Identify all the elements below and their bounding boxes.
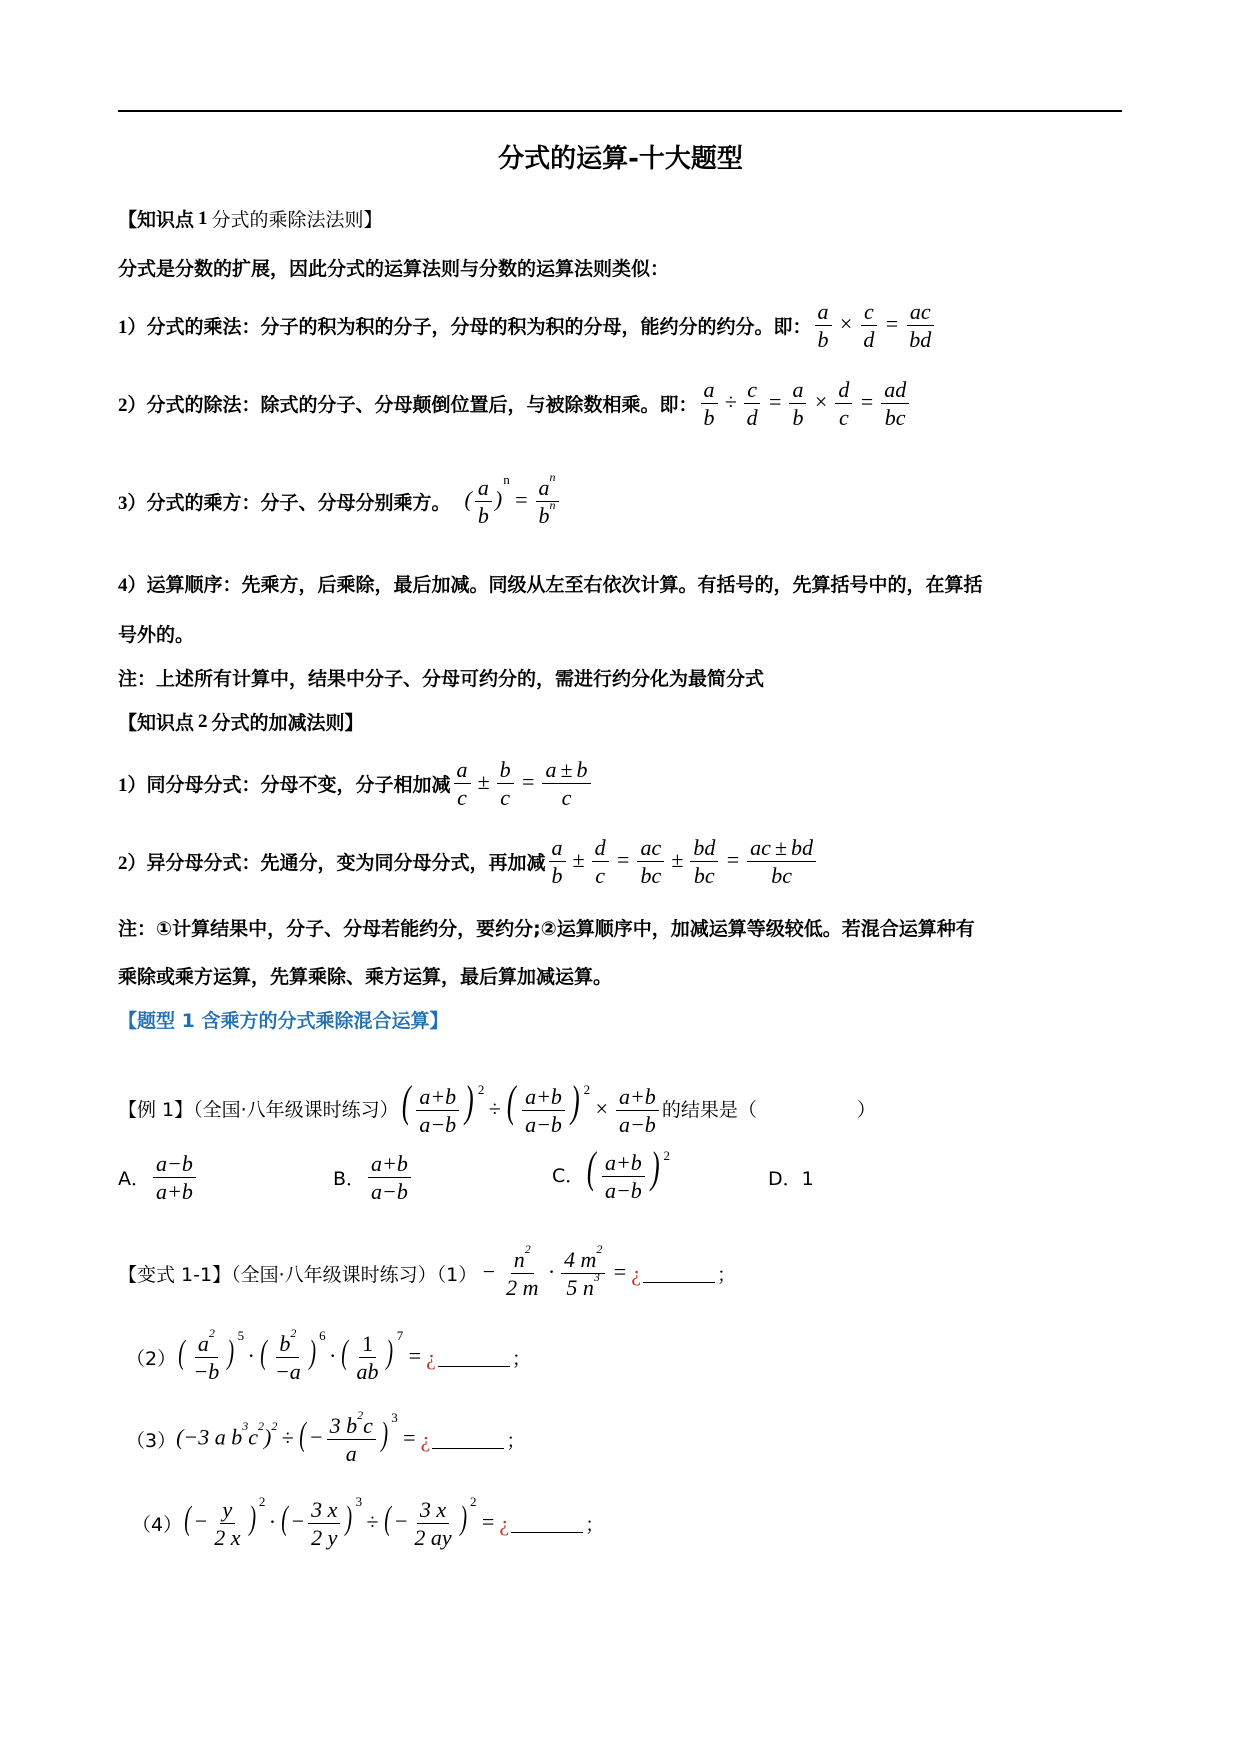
- type1-heading: 【题型 1 含乘方的分式乘除混合运算】: [118, 1010, 449, 1032]
- example-1: [118, 1077, 876, 1138]
- semicolon: ；: [716, 1264, 736, 1287]
- odd-glyph: ¿: [420, 1426, 431, 1452]
- kp1-rule-multiply: [118, 300, 937, 351]
- option-label: C．: [552, 1164, 585, 1187]
- option-b-expr: $\frac{a+b}{a-b}$: [365, 1152, 414, 1203]
- example-tail: 的结果是（: [661, 1098, 757, 1121]
- odd-glyph: ¿: [499, 1510, 510, 1536]
- kp2-heading-text: 分式的加减法则】: [211, 712, 364, 734]
- rule-number: 3）: [118, 493, 147, 515]
- answer-blank[interactable]: [643, 1264, 715, 1283]
- option-d[interactable]: D．1: [768, 1168, 814, 1190]
- kp1-rule-order: [118, 570, 983, 597]
- part-label: （2）: [126, 1348, 177, 1371]
- part2-expression: ( $\frac{a^2}{-b}$ ) $^5$· ( $\frac{b^2}{-a}$ ) $^6$· ( $\frac{1}{ab}$ ) $^7$=: [178, 1325, 423, 1385]
- variant-label: 【变式 1-1】（全国·八年级课时练习）（1）: [118, 1264, 478, 1287]
- part1-expression: − $\frac{n^2}{2 m}$ · $\frac{4 m^2}{5 n^3}$ =: [481, 1241, 628, 1301]
- kp2-note: 注：①计算结果中，分子、分母若能约分，要约分;②运算顺序中，加减运算等级较低。若混合运算种有: [118, 918, 975, 940]
- option-label: A．: [118, 1168, 150, 1191]
- semicolon: ；: [506, 1430, 526, 1453]
- option-a[interactable]: [118, 1152, 199, 1203]
- formula-same-denominator: $\frac{a}{c}$ ± $\frac{b}{c}$ = $\frac{a \pm b}{c}$: [451, 758, 594, 809]
- rule-number: 1）: [118, 317, 147, 339]
- kp1-heading-text: 分式的乘除法法则】: [211, 209, 383, 231]
- rule-text: 分式的乘方：分子、分母分别乘方。: [146, 492, 451, 515]
- kp1-rule-power: [118, 469, 562, 529]
- kp2-heading: [118, 708, 364, 735]
- kp2-heading-open: 【知识点: [118, 712, 195, 734]
- kp2-rule-same-denominator: [118, 758, 594, 809]
- kp1-rule-divide: [118, 378, 912, 429]
- option-b[interactable]: [333, 1152, 414, 1203]
- semicolon: ；: [585, 1514, 605, 1537]
- option-c[interactable]: [552, 1143, 670, 1204]
- odd-glyph: ¿: [631, 1260, 641, 1286]
- rule-number: 2）: [118, 853, 147, 875]
- kp1-heading-open: 【知识点: [118, 209, 195, 231]
- formula-divide: $\frac{a}{b}$ ÷ $\frac{c}{d}$ = $\frac{a}{b}$ × $\frac{d}{c}$ = $\frac{ad}{bc}$: [698, 378, 913, 429]
- kp1-rule-order-cont: 号外的。: [118, 624, 195, 646]
- rule-text: 异分母分式：先通分，变为同分母分式，再加减: [146, 852, 546, 875]
- rule-text: 同分母分式：分母不变，分子相加减: [146, 774, 451, 797]
- variant-1-1-part4: [132, 1494, 605, 1551]
- variant-1-1-part1: [118, 1241, 736, 1301]
- answer-blank[interactable]: [432, 1430, 504, 1449]
- example-label: 【例 1】（全国·八年级课时练习）: [118, 1098, 399, 1121]
- rule-number: 2）: [118, 395, 147, 417]
- odd-glyph: ¿: [426, 1344, 436, 1370]
- rule-text: 运算顺序：先乘方，后乘除，最后加减。同级从左至右依次计算。有括号的，先算括号中的，在算括: [146, 574, 983, 596]
- formula-diff-denominator: $\frac{a}{b}$ ± $\frac{d}{c}$ = $\frac{ac}{bc}$ ± $\frac{bd}{bc}$ = $\frac{ac \pm bd}{bc}$: [546, 836, 819, 887]
- answer-blank[interactable]: [438, 1348, 510, 1367]
- rule-text: 分式的除法：除式的分子、分母颠倒位置后，与被除数相乘。即：: [146, 394, 698, 417]
- option-c-expr: ( $\frac{a+b}{a-b}$ ) $^2$: [587, 1143, 670, 1204]
- variant-1-1-part2: [126, 1325, 531, 1385]
- rule-number: 4）: [118, 575, 147, 596]
- example-close: ）: [856, 1098, 876, 1121]
- semicolon: ；: [511, 1348, 531, 1371]
- part3-expression: (−3 a $b^3c^2)^2$ ÷ ( − $\frac{3 b^2c}{a}$ ) $^3$=: [176, 1407, 417, 1467]
- kp2-rule-diff-denominator: [118, 836, 819, 887]
- example-1-expression: ( $\frac{a+b}{a-b}$ ) $^2$÷ ( $\frac{a+b}{a-b}$ ) $^2$× $\frac{a+b}{a-b}$: [399, 1080, 662, 1137]
- option-label: B．: [333, 1168, 366, 1191]
- part-label: （4）: [132, 1514, 183, 1537]
- rule-number: 1）: [118, 775, 147, 797]
- formula-multiply: $\frac{a}{b}$ × $\frac{c}{d}$ = $\frac{ac}{bd}$: [812, 300, 938, 351]
- formula-power: ( $\frac{a}{b}$ )$^n$= $\frac{a^n}{b^n}$: [465, 476, 562, 527]
- option-a-expr: $\frac{a-b}{a+b}$: [150, 1152, 199, 1203]
- part4-expression: ( − $\frac{y}{2 x}$ ) $^2$· ( − $\frac{3 x}{2 y}$ ) $^3$÷ ( − $\frac{3 x}{2 ay}$ ) $^2$=: [184, 1494, 496, 1551]
- kp2-heading-num: 2: [198, 710, 208, 732]
- answer-blank[interactable]: [511, 1514, 583, 1533]
- part-label: （3）: [126, 1430, 177, 1453]
- variant-1-1-part3: [126, 1407, 526, 1467]
- kp1-heading-num: 1: [198, 207, 208, 229]
- kp2-note-cont: 乘除或乘方运算，先算乘除、乘方运算，最后算加减运算。: [118, 966, 613, 988]
- header-rule: [118, 110, 1122, 112]
- kp1-intro: 分式是分数的扩展，因此分式的运算法则与分数的运算法则类似：: [118, 258, 670, 280]
- rule-text: 分式的乘法：分子的积为积的分子，分母的积为积的分母，能约分的约分。即：: [146, 316, 812, 339]
- page-title: 分式的运算-十大题型: [498, 144, 743, 174]
- kp1-note: 注：上述所有计算中，结果中分子、分母可约分的，需进行约分化为最简分式: [118, 668, 765, 690]
- kp1-heading: [118, 205, 383, 232]
